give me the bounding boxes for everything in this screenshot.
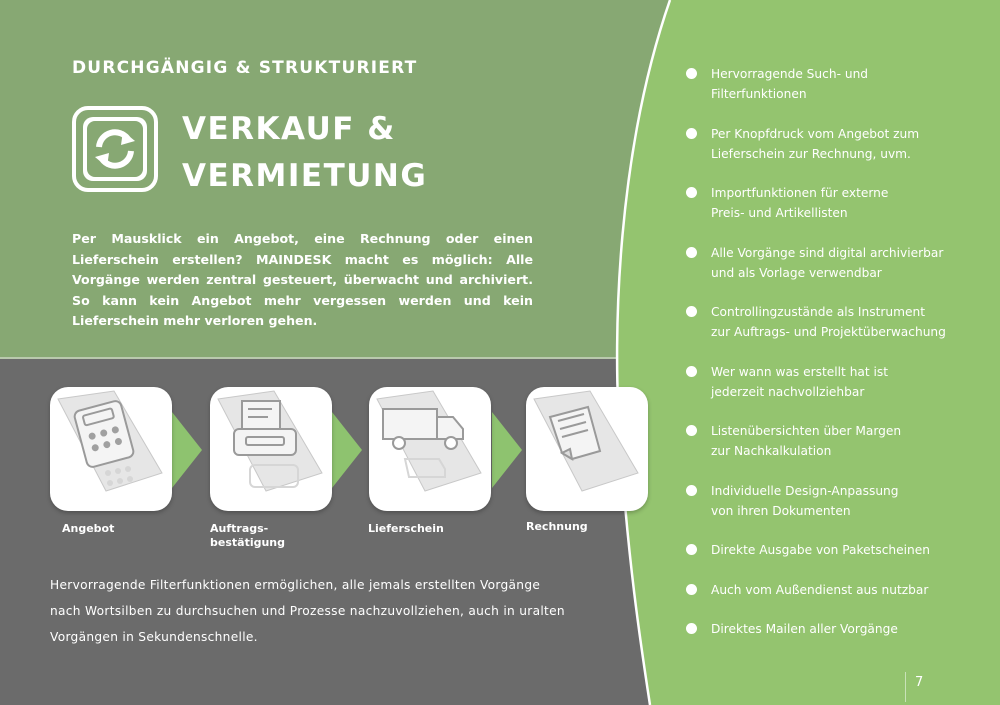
- section-kicker: DURCHGÄNGIG & STRUKTURIERT: [72, 58, 418, 78]
- feature-item: [686, 124, 986, 184]
- bullet-icon: [686, 584, 697, 595]
- calculator-icon: [50, 387, 172, 511]
- bullet-icon: [686, 485, 697, 496]
- feature-line: Hervorragende Such- und: [711, 67, 869, 81]
- feature-item: [686, 362, 986, 422]
- invoice-document-icon: [526, 387, 648, 511]
- bullet-icon: [686, 68, 697, 79]
- refresh-icon: [72, 106, 158, 192]
- bullet-icon: [686, 247, 697, 258]
- bullet-icon: [686, 623, 697, 634]
- step-label-line1: Auftrags-: [210, 522, 269, 535]
- feature-line: Wer wann was erstellt hat ist: [711, 364, 889, 379]
- intro-paragraph: Per Mausklick ein Angebot, eine Rechnung oder einen Lieferschein erstellen? MAINDESK macht es möglich: Alle Vorgänge werden zentral gesteuert, überwacht und archiviert. So kann kein Angebot mehr vergessen werden und kein Lieferschein mehr verloren gehen.: [72, 231, 533, 328]
- step-label-angebot: Angebot: [62, 522, 115, 535]
- page-number: 7: [915, 675, 924, 690]
- feature-item: [686, 64, 986, 124]
- feature-item: [686, 481, 986, 541]
- feature-line: von ihren Dokumenten: [711, 503, 851, 518]
- feature-item: [686, 580, 986, 620]
- step-arrow: [332, 412, 362, 488]
- feature-line: jederzeit nachvollziehbar: [711, 384, 865, 399]
- bullet-icon: [686, 366, 697, 377]
- step-label-lieferschein: Lieferschein: [368, 522, 444, 535]
- step-card-auftragsbestaetigung: [210, 387, 332, 511]
- page-title-line2: VERMIETUNG: [182, 158, 428, 194]
- bullet-icon: [686, 544, 697, 555]
- feature-item: [686, 619, 986, 659]
- feature-line: Preis- und Artikellisten: [711, 206, 848, 220]
- page-title-line1: VERKAUF &: [182, 111, 396, 147]
- page-title: [182, 106, 427, 200]
- feature-item: [686, 243, 986, 303]
- feature-item: [686, 183, 986, 243]
- step-label-auftragsbestaetigung: [210, 522, 285, 550]
- feature-item: [686, 540, 986, 580]
- feature-line: Lieferschein zur Rechnung, uvm.: [711, 146, 911, 161]
- feature-item: [686, 421, 986, 481]
- step-card-lieferschein: [369, 387, 491, 511]
- page-number-rule: [905, 672, 906, 702]
- feature-item: [686, 302, 986, 362]
- bullet-icon: [686, 425, 697, 436]
- feature-line: zur Auftrags- und Projektüberwachung: [711, 325, 946, 339]
- feature-line: und als Vorlage verwendbar: [711, 265, 882, 280]
- feature-line: Individuelle Design-Anpassung: [711, 483, 899, 498]
- feature-line: Direkte Ausgabe von Paketscheinen: [711, 543, 930, 557]
- step-arrow: [492, 412, 522, 488]
- bullet-icon: [686, 128, 697, 139]
- feature-line: Filterfunktionen: [711, 87, 807, 101]
- step-label-rechnung: Rechnung: [526, 520, 588, 533]
- feature-line: Per Knopfdruck vom Angebot zum: [711, 126, 920, 141]
- bullet-icon: [686, 187, 697, 198]
- feature-line: Auch vom Außendienst aus nutzbar: [711, 582, 929, 597]
- feature-line: Listenübersichten über Margen: [711, 424, 902, 438]
- feature-line: Direktes Mailen aller Vorgänge: [711, 622, 898, 636]
- step-label-line2: bestätigung: [210, 536, 286, 549]
- fax-machine-icon: [210, 387, 332, 511]
- feature-line: Controllingzustände als Instrument: [711, 305, 925, 319]
- feature-line: Importfunktionen für externe: [711, 186, 889, 200]
- feature-line: zur Nachkalkulation: [711, 444, 832, 458]
- feature-line: Alle Vorgänge sind digital archivierbar: [711, 245, 944, 260]
- delivery-truck-icon: [369, 387, 491, 511]
- step-arrow: [172, 412, 202, 488]
- description-paragraph: Hervorragende Filterfunktionen ermöglichen, alle jemals erstellten Vorgänge nach Wortsilben zu durchsuchen und Prozesse nachzuvollziehen, auch in uralten Vorgängen in Sekundenschnelle.: [50, 578, 565, 644]
- step-card-angebot: [50, 387, 172, 511]
- step-card-rechnung: [526, 387, 648, 511]
- feature-list: [686, 64, 986, 659]
- bullet-icon: [686, 306, 697, 317]
